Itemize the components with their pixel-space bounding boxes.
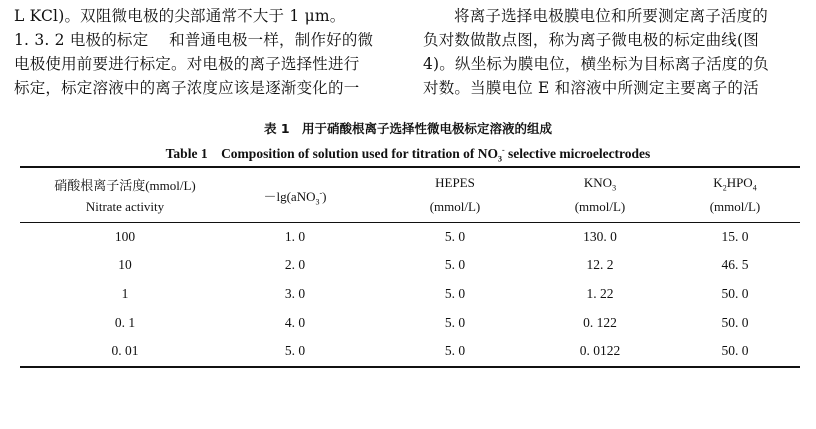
cell-kno3: 1. 22 <box>586 286 614 301</box>
paragraph-line: 4)。纵坐标为膜电位，横坐标为目标离子活度的负 <box>423 55 770 73</box>
caption-superscript: - <box>501 145 505 155</box>
paragraph-line: 对数。当膜电位 E 和溶液中所测定主要离子的活 <box>423 79 759 97</box>
cell-k2hpo4: 15. 0 <box>721 229 749 244</box>
paragraph-line: L KCl)。双阻微电极的尖部通常不大于 1 μm。 <box>14 7 346 25</box>
cell-kno3: 0. 122 <box>583 315 617 330</box>
header-hepes: HEPES <box>435 175 475 190</box>
paragraph-line: 电极使用前要进行标定。对电极的离子选择性进行 <box>14 55 360 73</box>
section-heading-line: 1. 3. 2 电极的标定 和普通电极一样，制作好的微 <box>14 31 374 49</box>
caption-text: selective microelectrodes <box>504 146 651 161</box>
paragraph-line: 负对数做散点图，称为离子微电极的标定曲线(图 <box>423 31 759 49</box>
cell-kno3: 0. 0122 <box>579 343 621 358</box>
header-subscript: 3 <box>315 197 320 207</box>
header-subscript: 4 <box>752 183 757 193</box>
left-text-column <box>14 4 394 100</box>
cell-hepes: 5. 0 <box>444 343 466 358</box>
cell-k2hpo4: 50. 0 <box>721 286 749 301</box>
caption-text: Table 1 Composition of solution used for titration of NO <box>165 146 498 161</box>
header-nitrate-activity-en: Nitrate activity <box>85 199 165 214</box>
header-neg-log-activity <box>220 186 370 207</box>
header-text: K <box>713 175 723 190</box>
cell-kno3: 130. 0 <box>583 229 617 244</box>
cell-neg-log: 1. 0 <box>284 229 306 244</box>
paragraph-line: 将离子选择电极膜电位和所要测定离子活度的 <box>454 7 769 25</box>
cell-neg-log: 2. 0 <box>284 257 306 272</box>
caption-subscript: 3 <box>497 154 502 164</box>
table-header-rule <box>20 222 800 223</box>
table-top-rule <box>20 166 800 168</box>
header-k2hpo4-unit: (mmol/L) <box>709 199 761 214</box>
table-bottom-rule <box>20 366 800 368</box>
cell-hepes: 5. 0 <box>444 229 466 244</box>
cell-activity: 0. 01 <box>111 343 139 358</box>
header-nitrate-activity-cn: 硝酸根离子活度(mmol/L) <box>54 178 196 193</box>
cell-hepes: 5. 0 <box>444 257 466 272</box>
cell-neg-log: 4. 0 <box>284 315 306 330</box>
cell-hepes: 5. 0 <box>444 315 466 330</box>
header-subscript: 2 <box>722 183 727 193</box>
header-text: ) <box>322 189 327 204</box>
header-subscript: 3 <box>612 183 617 193</box>
cell-activity: 100 <box>114 229 136 244</box>
right-text-column <box>423 4 805 100</box>
cell-neg-log: 3. 0 <box>284 286 306 301</box>
header-kno3 <box>520 175 680 193</box>
header-text: －lg(aNO <box>263 189 316 204</box>
header-hepes-unit: (mmol/L) <box>429 199 481 214</box>
cell-k2hpo4: 50. 0 <box>721 343 749 358</box>
cell-k2hpo4: 50. 0 <box>721 315 749 330</box>
header-text: HPO <box>726 175 753 190</box>
header-kno3-unit: (mmol/L) <box>574 199 626 214</box>
cell-kno3: 12. 2 <box>586 257 614 272</box>
cell-neg-log: 5. 0 <box>284 343 306 358</box>
header-superscript: - <box>319 188 323 198</box>
table-caption-chinese: 表 1 用于硝酸根离子选择性微电极标定溶液的组成 <box>263 121 553 136</box>
header-text: KNO <box>583 175 613 190</box>
cell-k2hpo4: 46. 5 <box>721 257 749 272</box>
cell-hepes: 5. 0 <box>444 286 466 301</box>
cell-activity: 0. 1 <box>114 315 136 330</box>
paragraph-line: 标定，标定溶液中的离子浓度应该是逐渐变化的一 <box>14 79 360 97</box>
cell-activity: 1 <box>121 286 129 301</box>
header-k2hpo4 <box>660 175 810 193</box>
cell-activity: 10 <box>118 257 132 272</box>
table-caption-english <box>0 142 816 164</box>
